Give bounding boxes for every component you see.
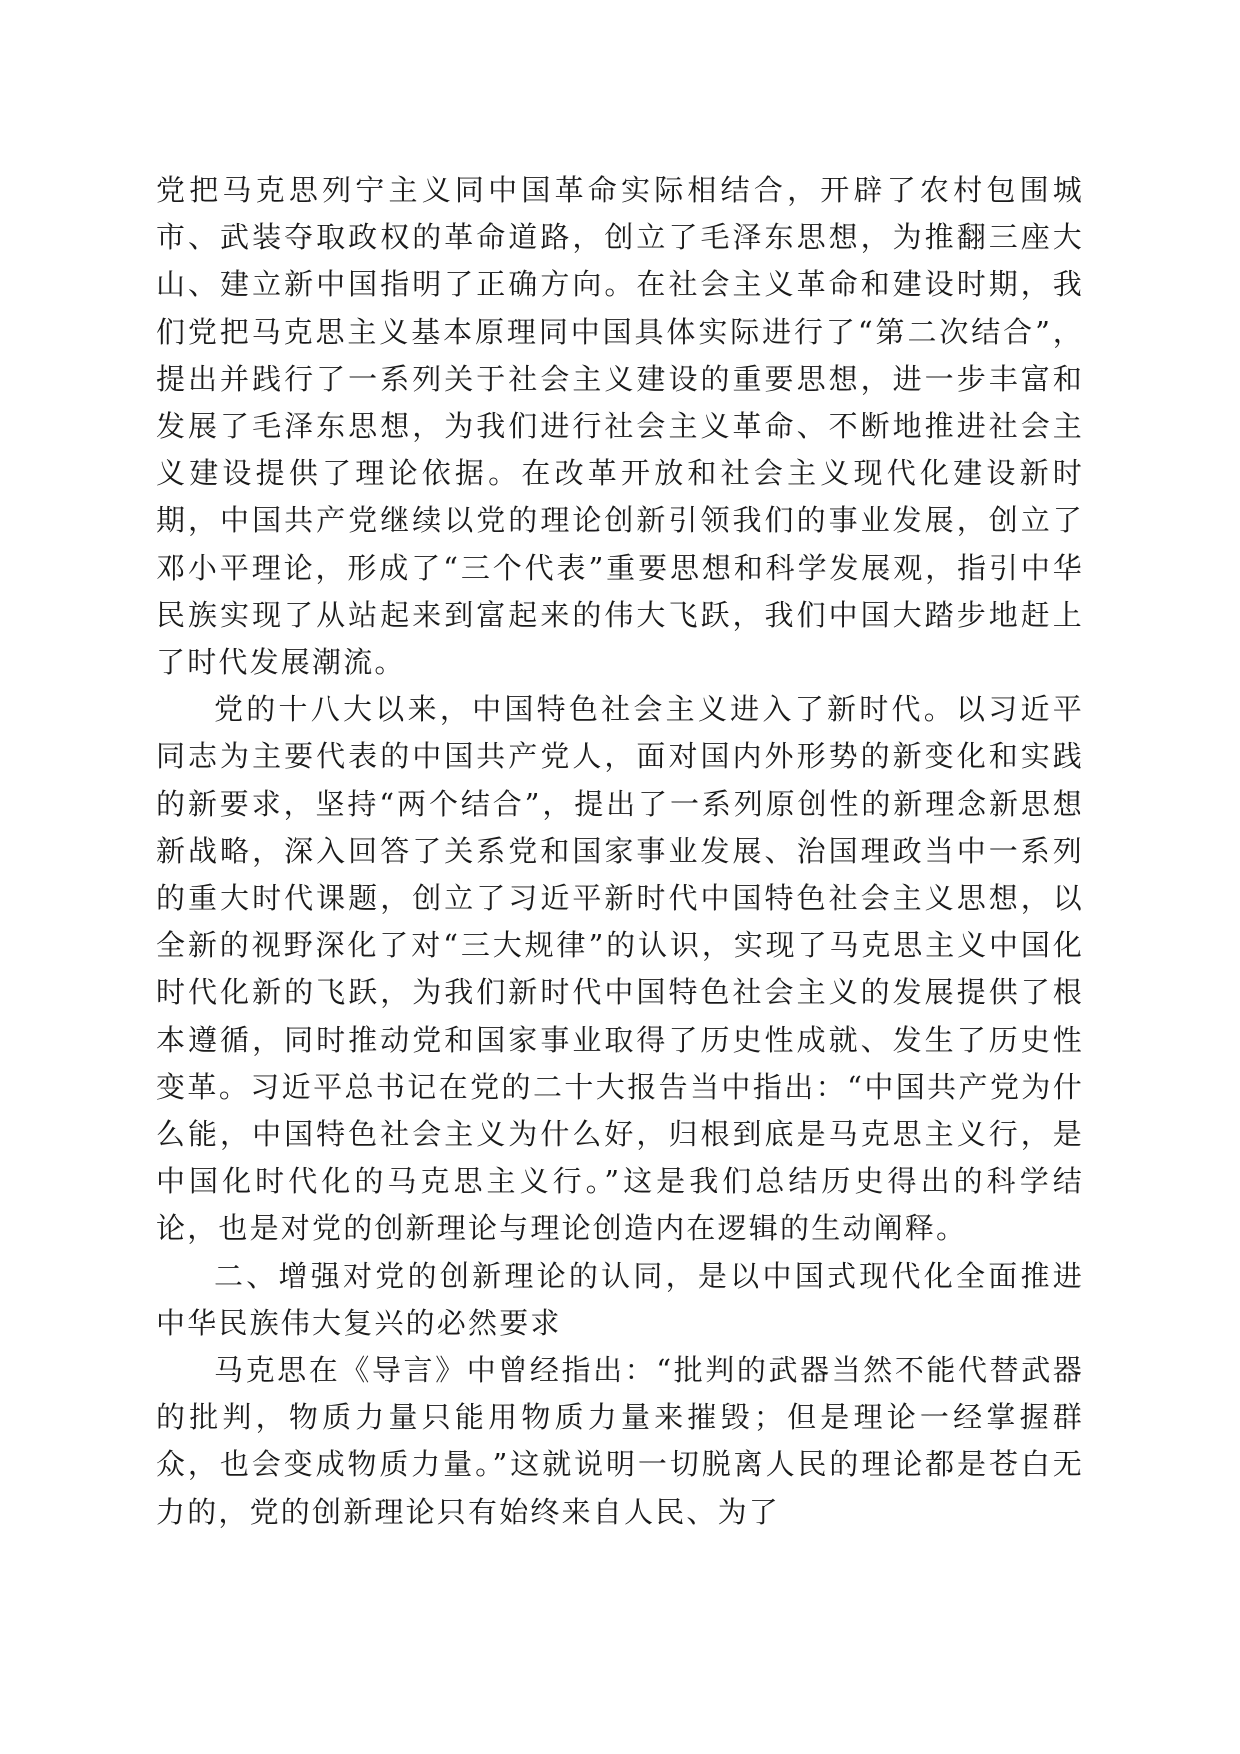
paragraph-continuation: 党把马克思列宁主义同中国革命实际相结合，开辟了农村包围城市、武装夺取政权的革命道路，创立了毛泽东思想，为推翻三座大山、建立新中国指明了正确方向。在社会主义革命和建设时期，我们党把马克思主义基本原理同中国具体实际进行了“第二次结合”，提出并践行了一系列关于社会主义建设的重要思想，进一步丰富和发展了毛泽东思想，为我们进行社会主义革命、不断地推进社会主义建设提供了理论依据。在改革开放和社会主义现代化建设新时期，中国共产党继续以党的理论创新引领我们的事业发展，创立了邓小平理论，形成了“三个代表”重要思想和科学发展观，指引中华民族实现了从站起来到富起来的伟大飞跃，我们中国大踏步地赶上了时代发展潮流。 (156, 173, 1084, 680)
document-body (156, 167, 1084, 1536)
section-heading-two: 二、增强对党的创新理论的认同，是以中国式现代化全面推进中华民族伟大复兴的必然要求 (156, 1258, 1084, 1340)
paragraph-marx-quote: 马克思在《导言》中曾经指出：“批判的武器当然不能代替武器的批判，物质力量只能用物质力量来摧毁；但是理论一经掌握群众，也会变成物质力量。”这就说明一切脱离人民的理论都是苍白无力的，党的创新理论只有始终来自人民、为了 (156, 1353, 1084, 1529)
paragraph-new-era: 党的十八大以来，中国特色社会主义进入了新时代。以习近平同志为主要代表的中国共产党人，面对国内外形势的新变化和实践的新要求，坚持“两个结合”，提出了一系列原创性的新理念新思想新战略，深入回答了关系党和国家事业发展、治国理政当中一系列的重大时代课题，创立了习近平新时代中国特色社会主义思想，以全新的视野深化了对“三大规律”的认识，实现了马克思主义中国化时代化新的飞跃，为我们新时代中国特色社会主义的发展提供了根本遵循，同时推动党和国家事业取得了历史性成就、发生了历史性变革。习近平总书记在党的二十大报告当中指出：“中国共产党为什么能，中国特色社会主义为什么好，归根到底是马克思主义行，是中国化时代化的马克思主义行。”这是我们总结历史得出的科学结论，也是对党的创新理论与理论创造内在逻辑的生动阐释。 (156, 692, 1084, 1246)
